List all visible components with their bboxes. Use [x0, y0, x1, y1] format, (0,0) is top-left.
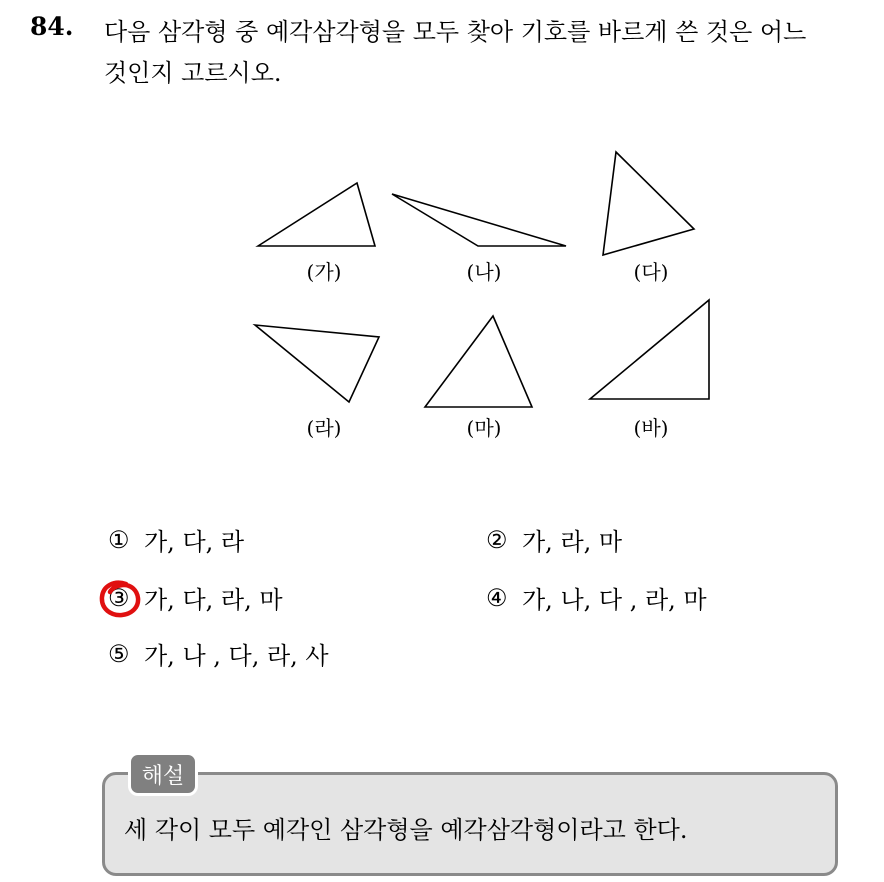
explanation-text: 세 각이 모두 예각인 삼각형을 예각삼각형이라고 한다.: [124, 816, 688, 844]
triangle-ma: [425, 316, 532, 407]
choice-4[interactable]: [486, 580, 707, 615]
choice-4-number: ④: [486, 583, 508, 612]
figure-label-da: (다): [633, 260, 669, 284]
figure-label-na: (나): [466, 260, 502, 284]
figure-label-ra: (라): [306, 416, 342, 440]
figure-label-ba: (바): [633, 416, 669, 440]
question-text-line-1: 다음 삼각형 중 예각삼각형을 모두 찾아 기호를 바르게 쓴 것은 어느: [104, 18, 807, 46]
triangle-ba: [590, 300, 709, 399]
triangle-na: [392, 194, 566, 246]
explanation-tab: 해설: [128, 752, 198, 796]
figure-label-ga: (가): [306, 260, 342, 284]
choice-2-text: 가, 라, 마: [522, 528, 623, 556]
choice-5-text: 가, 나 , 다, 라, 사: [144, 642, 329, 670]
choice-1-text: 가, 다, 라: [144, 528, 245, 556]
question-text-line-2: 것인지 고르시오.: [104, 59, 282, 87]
choice-2[interactable]: [486, 522, 622, 557]
choice-5[interactable]: [108, 636, 329, 671]
choice-1[interactable]: [108, 522, 244, 557]
choice-4-text: 가, 나, 다 , 라, 마: [522, 586, 707, 614]
triangle-ga: [258, 183, 375, 246]
choice-3-number: ③: [108, 583, 130, 612]
question-number: 84.: [30, 12, 74, 41]
choice-5-number: ⑤: [108, 639, 130, 668]
figure-label-ma: (마): [466, 416, 502, 440]
triangle-ra: [255, 325, 379, 402]
triangle-da: [603, 152, 694, 255]
choice-3-text: 가, 다, 라, 마: [144, 586, 283, 614]
answer-mark-circle-icon: [98, 578, 144, 620]
choice-2-number: ②: [486, 525, 508, 554]
choice-1-number: ①: [108, 525, 130, 554]
